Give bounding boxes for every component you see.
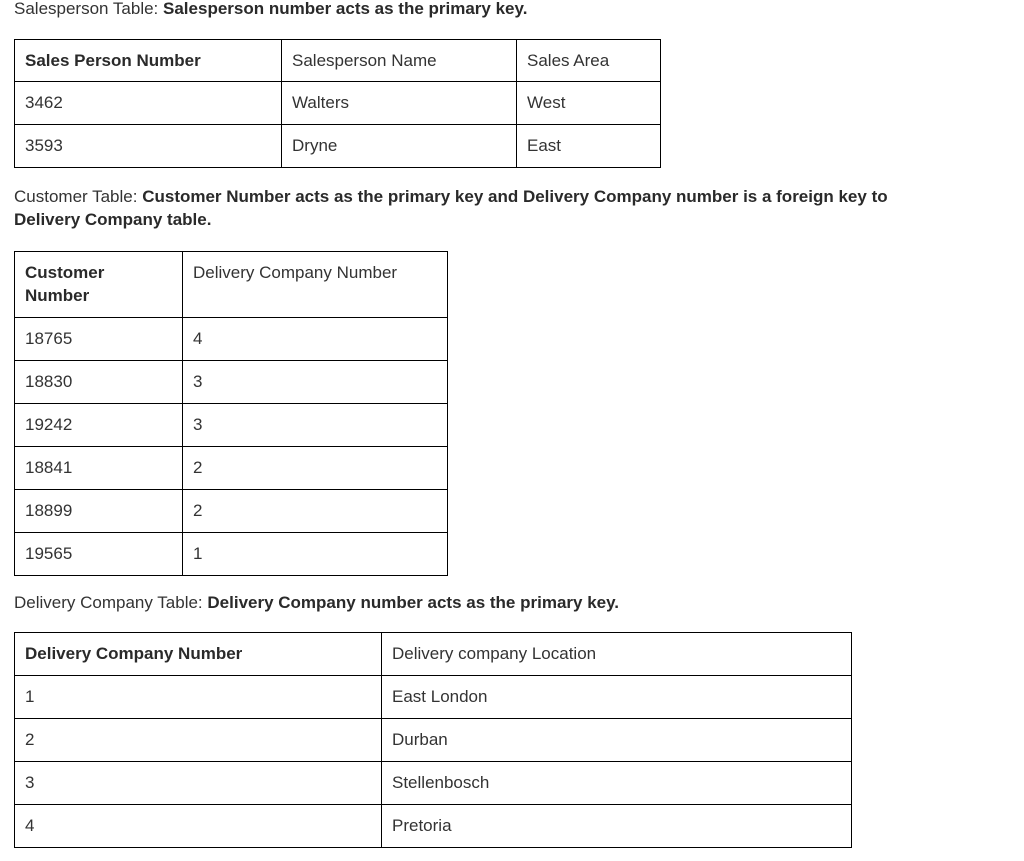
- table-row: [15, 318, 448, 361]
- column-header: Sales Person Number: [15, 40, 282, 82]
- caption-bold: Customer Number acts as the primary key and Delivery Company number is a foreign key to Delivery Company table.: [14, 187, 888, 229]
- caption-bold: Salesperson number acts as the primary key.: [163, 0, 528, 18]
- table-cell: Walters: [282, 82, 517, 125]
- table-cell: East London: [382, 676, 852, 719]
- caption-prefix: Delivery Company Table:: [14, 593, 208, 612]
- table-cell: West: [517, 82, 661, 125]
- table-row: [15, 361, 448, 404]
- column-header: Sales Area: [517, 40, 661, 82]
- table-row: [15, 805, 852, 848]
- table-cell: 18841: [15, 447, 183, 490]
- table-header-row: [15, 633, 852, 676]
- table-cell: 19565: [15, 533, 183, 576]
- column-header: Delivery Company Number: [183, 252, 448, 318]
- caption-prefix: Salesperson Table:: [14, 0, 164, 18]
- table-cell: 2: [15, 719, 382, 762]
- table-cell: 1: [15, 676, 382, 719]
- table-cell: 2: [183, 447, 448, 490]
- table-cell: 4: [183, 318, 448, 361]
- caption-bold: Delivery Company number acts as the primary key.: [207, 593, 620, 612]
- table-cell: 18899: [15, 490, 183, 533]
- table-row: [15, 533, 448, 576]
- table-row: [15, 490, 448, 533]
- table-header-row: [15, 40, 661, 82]
- delivery-company-table-caption: [14, 591, 619, 614]
- table-cell: 3593: [15, 125, 282, 168]
- table-cell: 4: [15, 805, 382, 848]
- column-header: Customer Number: [15, 252, 183, 318]
- table-cell: East: [517, 125, 661, 168]
- table-cell: 3: [183, 361, 448, 404]
- table-cell: 2: [183, 490, 448, 533]
- table-row: [15, 404, 448, 447]
- table-row: [15, 447, 448, 490]
- table-row: [15, 762, 852, 805]
- caption-prefix: Customer Table:: [14, 187, 143, 206]
- table-cell: 3: [183, 404, 448, 447]
- table-row: [15, 125, 661, 168]
- table-header-row: [15, 252, 448, 318]
- table-cell: Pretoria: [382, 805, 852, 848]
- table-cell: Durban: [382, 719, 852, 762]
- customer-table: [14, 251, 448, 576]
- column-header: Salesperson Name: [282, 40, 517, 82]
- table-cell: 18765: [15, 318, 183, 361]
- table-row: [15, 82, 661, 125]
- table-cell: 1: [183, 533, 448, 576]
- table-cell: 19242: [15, 404, 183, 447]
- table-cell: 3: [15, 762, 382, 805]
- table-cell: 3462: [15, 82, 282, 125]
- table-cell: 18830: [15, 361, 183, 404]
- table-row: [15, 719, 852, 762]
- salesperson-table: [14, 39, 661, 168]
- column-header: Delivery Company Number: [15, 633, 382, 676]
- table-row: [15, 676, 852, 719]
- table-cell: Stellenbosch: [382, 762, 852, 805]
- delivery-company-table: [14, 632, 852, 848]
- salesperson-table-caption: [14, 0, 527, 20]
- table-cell: Dryne: [282, 125, 517, 168]
- column-header: Delivery company Location: [382, 633, 852, 676]
- customer-table-caption: [14, 185, 894, 231]
